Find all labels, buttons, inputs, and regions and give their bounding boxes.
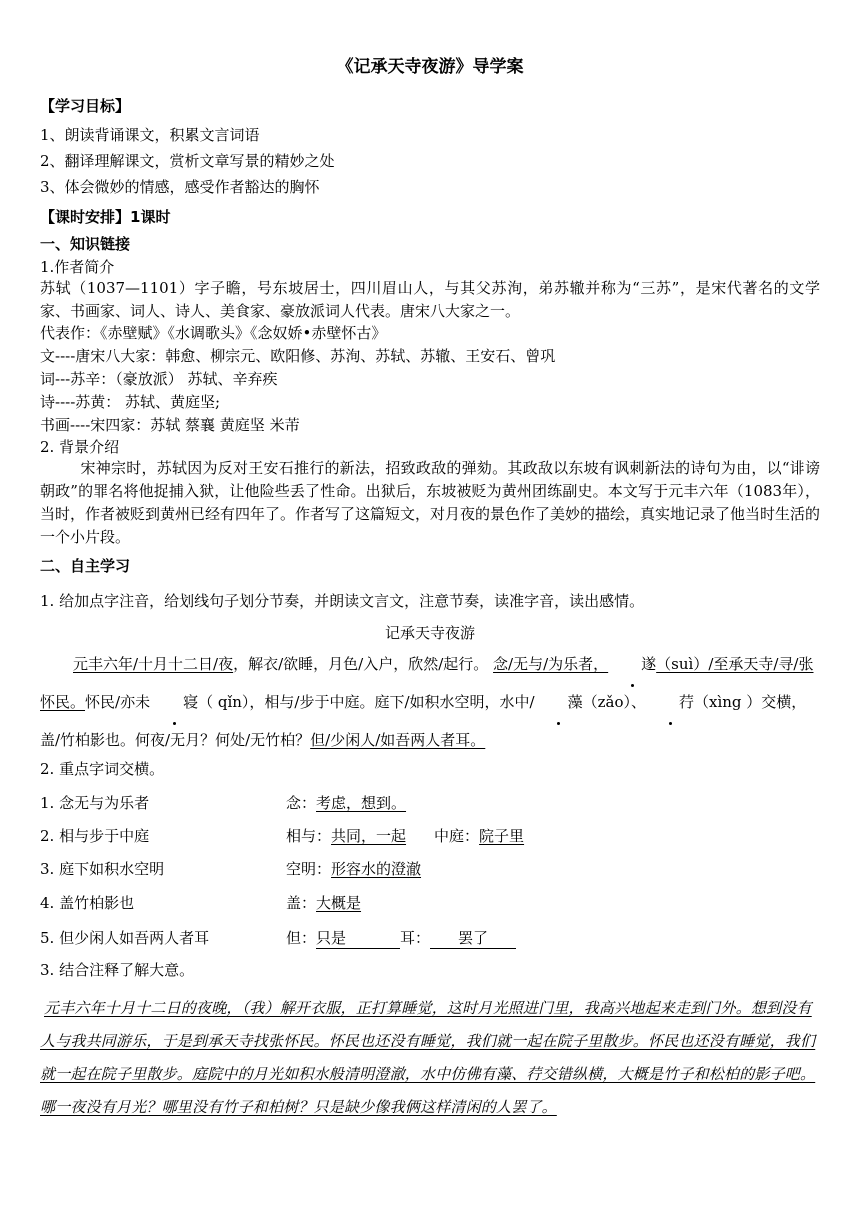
objectives-heading: 【学习目标】 [40, 97, 131, 115]
plain-text-2b: （ qǐn），相与/步于中庭。庭下/如积水空明，水中/ [198, 693, 535, 711]
vocab-label-2: 耳： [400, 929, 431, 947]
vocab-answer-2: 罢了 [458, 929, 489, 947]
vocab-label: 盖： [286, 894, 317, 912]
dotted-char-qin: 寝 [150, 683, 198, 721]
dotted-char-xing: 荇 [646, 683, 694, 721]
poem-title: 记承天寺夜游 [384, 624, 475, 642]
schedule-heading: 【课时安排】 [40, 208, 131, 226]
dotted-char-sui: 遂 [608, 645, 656, 683]
vocab-answer-blank-2 [430, 927, 516, 949]
vocab-answer: 只是 [316, 929, 347, 947]
vocab-term: 5. 但少闲人如吾两人者耳 [40, 929, 210, 947]
shi-line: 诗----苏黄： 苏轼、黄庭坚; [40, 393, 221, 411]
vocab-term: 1. 念无与为乐者 [40, 794, 150, 812]
underlined-sentence-2-part-b: （suì）/至承天寺/寻/张怀民。 [40, 655, 814, 711]
vocab-definition [286, 858, 421, 879]
dotted-char-zao: 藻 [535, 683, 583, 721]
shuhua-line: 书画----宋四家：苏轼 蔡襄 黄庭坚 米芾 [40, 416, 300, 434]
plain-text-2a: 怀民/亦未 [85, 693, 151, 711]
vocab-definition [286, 825, 524, 846]
vocab-term: 2. 相与步于中庭 [40, 827, 150, 845]
classical-text [40, 645, 820, 759]
vocab-answer-2: 院子里 [479, 827, 525, 845]
vocab-term: 3. 庭下如积水空明 [40, 860, 165, 878]
author-heading: 1.作者简介 [40, 258, 115, 276]
section1-heading: 一、知识链接 [40, 235, 131, 253]
vocab-label: 但： [286, 929, 317, 947]
plain-text-1: ，解衣/欲睡，月色/入户，欣然/起行。 [233, 655, 494, 673]
vocab-term: 4. 盖竹柏影也 [40, 894, 135, 912]
vocab-label-2: 中庭： [434, 827, 480, 845]
vocab-definition [286, 892, 361, 913]
plain-text-2d: （xìng ）交横，盖/竹柏影也。何夜/无月？何处/无竹柏？ [40, 693, 807, 749]
background-text: 宋神宗时，苏轼因为反对王安石推行的新法，招致政敌的弹劾。其政敌以东坡有讽刺新法的诗句为由，以“诽谤朝政”的罪名将他捉捕入狱，让他险些丢了性命。出狱后，东坡被贬为黄州团练副史。本文写于元丰六年（1083年），当时，作者被贬到黄州已经有四年了。作者写了这篇短文，对月夜的景色作了美妙的描绘，真实地记录了他当时生活的一个小片段。 [40, 459, 821, 546]
plain-text-2c: （zǎo）、 [582, 693, 646, 711]
works-line: 代表作：《赤壁赋》《水调歌头》《念奴娇•赤壁怀古》 [40, 324, 387, 342]
vocab-answer: 考虑，想到。 [316, 794, 407, 812]
vocab-definition [286, 792, 406, 813]
page-title: 《记承天寺夜游》导学案 [336, 57, 524, 77]
vocab-label: 念： [286, 794, 317, 812]
vocab-answer: 形容水的澄澈 [331, 860, 422, 878]
author-text: 苏轼（1037—1101）字子瞻，号东坡居士，四川眉山人，与其父苏洵，弟苏辙并称为“三苏”，是宋代著名的文学家、书画家、词人、诗人、美食家、豪放派词人代表。唐宋八大家之一。 [40, 279, 820, 320]
objective-item-1: 1、朗读背诵课文，积累文言词语 [40, 126, 260, 144]
translation-underlined: 元丰六年十月十二日的夜晚，（我）解开衣服，正打算睡觉，这时月光照进门里，我高兴地起来走到门外。想到没有人与我共同游乐，于是到承天寺找张怀民。怀民也还没有睡觉，我们就一起在院子里散步。怀民也还没有睡觉，我们就一起在院子里散步。庭院中的月光如积水般清明澄澈，水中仿佛有藻、荇交错纵横，大概是竹子和松柏的影子吧。哪一夜没有月光？哪里没有竹子和柏树？只是缺少像我俩这样清闲的人罢了。 [40, 999, 816, 1116]
underlined-sentence-1: 元丰六年/十月十二日/夜 [73, 655, 234, 673]
vocab-answer: 共同，一起 [331, 827, 407, 845]
vocab-label: 空明： [286, 860, 332, 878]
underlined-sentence-3: 但/少闲人/如吾两人者耳。 [310, 731, 486, 749]
vocab-answer: 大概是 [316, 894, 362, 912]
wen-line: 文----唐宋八大家：韩愈、柳宗元、欧阳修、苏洵、苏轼、苏辙、王安石、曾巩 [40, 347, 556, 365]
task3-text: 3. 结合注释了解大意。 [40, 961, 195, 979]
schedule-line [40, 207, 170, 227]
objective-item-2: 2、翻译理解课文，赏析文章写景的精妙之处 [40, 152, 335, 170]
task2-text: 2. 重点字词交横。 [40, 760, 165, 778]
section2-heading: 二、自主学习 [40, 557, 131, 575]
translation-text [40, 992, 820, 1124]
background-heading: 2. 背景介绍 [40, 438, 120, 456]
vocab-label: 相与： [286, 827, 332, 845]
vocab-answer-blank [316, 927, 400, 949]
task1-text: 1. 给加点字注音，给划线句子划分节奏，并朗读文言文，注意节奏，读准字音，读出感情。 [40, 592, 645, 610]
objective-item-3: 3、体会微妙的情感，感受作者豁达的胸怀 [40, 178, 320, 196]
underlined-sentence-2-part-a: 念/无与/为乐者， [493, 655, 609, 673]
vocab-definition [286, 927, 516, 949]
schedule-value: 1课时 [130, 208, 171, 226]
ci-line: 词---苏辛：（豪放派） 苏轼、辛弃疾 [40, 370, 278, 388]
